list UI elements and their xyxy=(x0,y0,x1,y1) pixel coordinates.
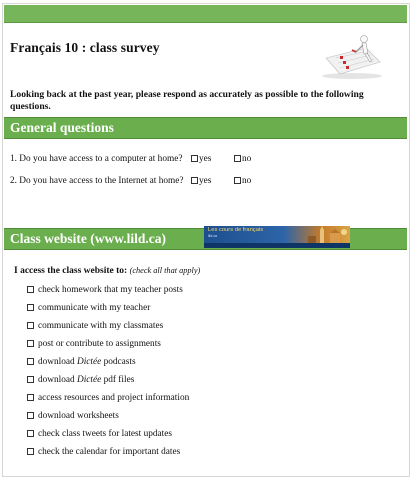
survey-figure-icon xyxy=(318,34,386,80)
website-option[interactable]: communicate with my teacher xyxy=(27,303,150,313)
checkbox[interactable] xyxy=(27,340,34,347)
website-option[interactable]: download Dictée podcasts xyxy=(27,357,136,367)
general-questions-title: General questions xyxy=(10,120,114,135)
website-option[interactable]: access resources and project information xyxy=(27,393,189,403)
checkbox[interactable] xyxy=(191,177,198,184)
checkbox[interactable] xyxy=(27,304,34,311)
checkbox[interactable] xyxy=(27,430,34,437)
question-internet: 2. Do you have access to the Internet at home? xyxy=(10,176,184,186)
checkbox[interactable] xyxy=(27,376,34,383)
question-internet-no[interactable]: no xyxy=(234,176,251,186)
question-computer: 1. Do you have access to a computer at home? xyxy=(10,154,183,164)
checkbox[interactable] xyxy=(191,155,198,162)
page-title: Français 10 : class survey xyxy=(10,40,160,55)
intro-text: Looking back at the past year, please respond as accurately as possible to the following questions. xyxy=(10,89,364,112)
website-option[interactable]: download Dictée pdf files xyxy=(27,375,134,385)
website-prompt: I access the class website to: (check all that apply) xyxy=(14,266,201,276)
checkbox[interactable] xyxy=(27,448,34,455)
general-questions-bar xyxy=(4,117,407,139)
website-option[interactable]: check homework that my teacher posts xyxy=(27,285,183,295)
header-band xyxy=(4,5,407,23)
website-option[interactable]: download worksheets xyxy=(27,411,119,421)
checkbox[interactable] xyxy=(27,286,34,293)
website-option[interactable]: check class tweets for latest updates xyxy=(27,429,172,439)
question-internet-yes[interactable]: yes xyxy=(191,176,211,186)
class-website-title: Class website (www.lild.ca) xyxy=(10,231,166,246)
checkbox[interactable] xyxy=(27,412,34,419)
checkbox[interactable] xyxy=(27,358,34,365)
question-computer-no[interactable]: no xyxy=(234,154,251,164)
banner-menu-strip xyxy=(204,243,350,248)
checkbox[interactable] xyxy=(27,322,34,329)
website-option[interactable]: post or contribute to assignments xyxy=(27,339,161,349)
checkbox[interactable] xyxy=(27,394,34,401)
checkbox[interactable] xyxy=(234,177,241,184)
website-banner xyxy=(204,226,350,248)
checkbox[interactable] xyxy=(234,155,241,162)
banner-subtitle: lild.ca xyxy=(208,234,217,238)
website-option[interactable]: check the calendar for important dates xyxy=(27,447,180,457)
website-option[interactable]: communicate with my classmates xyxy=(27,321,163,331)
banner-title: Les cours de français xyxy=(208,227,264,233)
question-computer-yes[interactable]: yes xyxy=(191,154,211,164)
